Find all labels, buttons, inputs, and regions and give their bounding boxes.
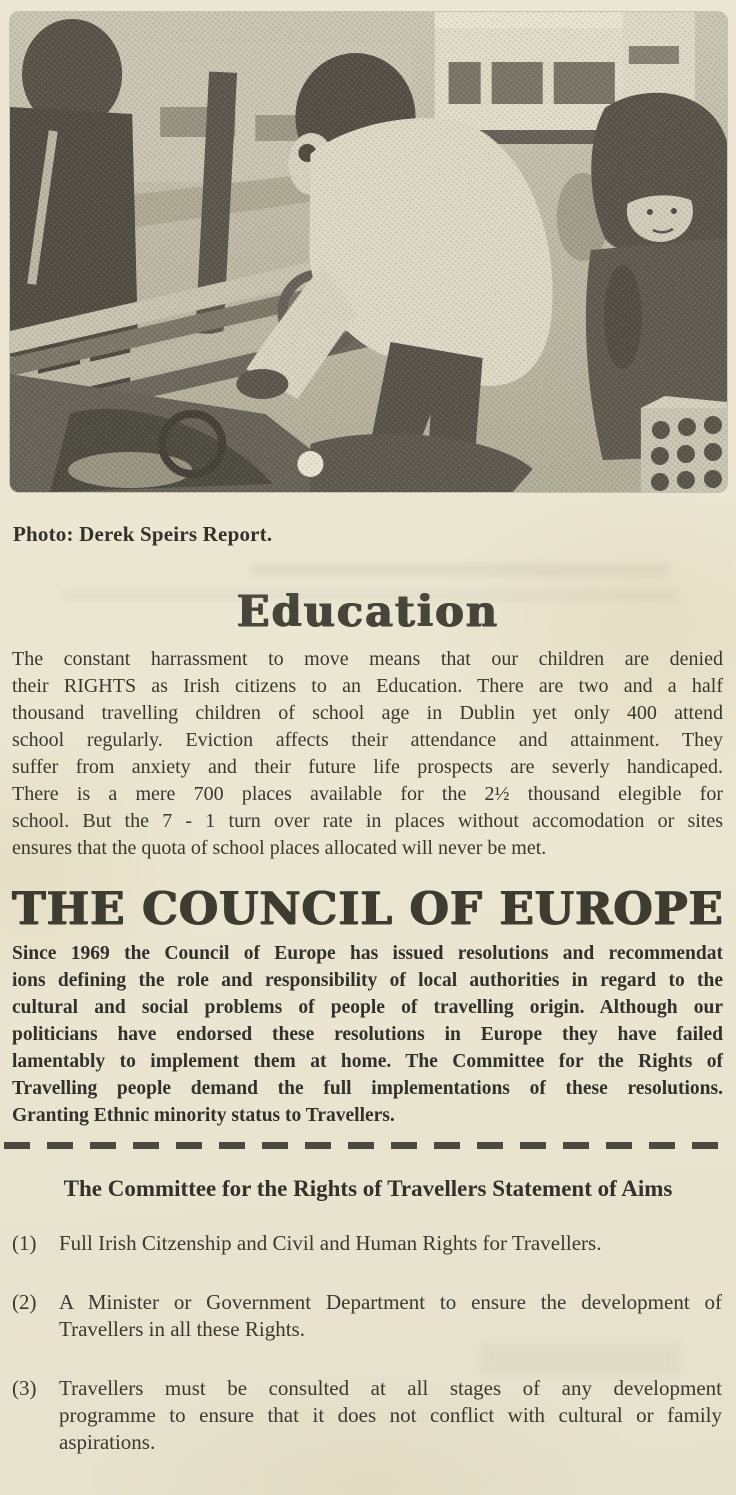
aim-marker: (3) bbox=[12, 1376, 37, 1400]
paper-tint-overlay bbox=[10, 12, 727, 492]
aim-item-2 bbox=[12, 1289, 722, 1343]
council-of-europe-paragraph: Since 1969 the Council of Europe has issued resolutions and recommendat ions defining the role and responsibility of local authorities in regard to the cultural and social problems of people of travelling origin. Although our politicians have endorsed these resolutions in Europe they have failed lamentably to implement them at home. The Committee for the Rights of Travelling people demand the full implementations of these resolutions. Granting Ethnic minority status to Travellers. bbox=[12, 943, 723, 1126]
aim-item-1 bbox=[12, 1230, 722, 1257]
education-heading: Education bbox=[236, 587, 500, 637]
aim-item-3 bbox=[12, 1375, 722, 1456]
aims-heading: The Committee for the Rights of Travellers Statement of Aims bbox=[63, 1176, 673, 1201]
aim-marker: (2) bbox=[12, 1290, 37, 1314]
ink-bleedthrough bbox=[250, 564, 670, 576]
press-photo bbox=[10, 12, 727, 492]
council-of-europe-heading: THE COUNCIL OF EUROPE bbox=[12, 882, 724, 935]
aim-text: A Minister or Government Department to ensure the development of Travellers in all these Rights. bbox=[59, 1290, 722, 1341]
photo-caption: Photo: Derek Speirs Report. bbox=[13, 522, 273, 546]
aim-text: Travellers must be consulted at all stages of any development programme to ensure that it does not conflict with cultural or family aspirations. bbox=[59, 1376, 722, 1454]
dashed-divider bbox=[4, 1142, 731, 1149]
education-paragraph: The constant harrassment to move means that our children are denied their RIGHTS as Irish citizens to an Education. There are two and a half thousand travelling children of school age in Dublin yet only 400 attend school regularly. Eviction affects their attendance and attainment. They suffer from anxiety and their future life prospects are severly handicaped. There is a mere 700 places available for the 2½ thousand elegible for school. But the 7 - 1 turn over rate in places without accomodation or sites ensures that the quota of school places allocated will never be met. bbox=[12, 648, 723, 859]
press-photo-illustration bbox=[10, 12, 727, 492]
aim-text: Full Irish Citzenship and Civil and Human Rights for Travellers. bbox=[59, 1231, 602, 1255]
aims-list bbox=[12, 1230, 722, 1456]
aim-marker: (1) bbox=[12, 1231, 37, 1255]
